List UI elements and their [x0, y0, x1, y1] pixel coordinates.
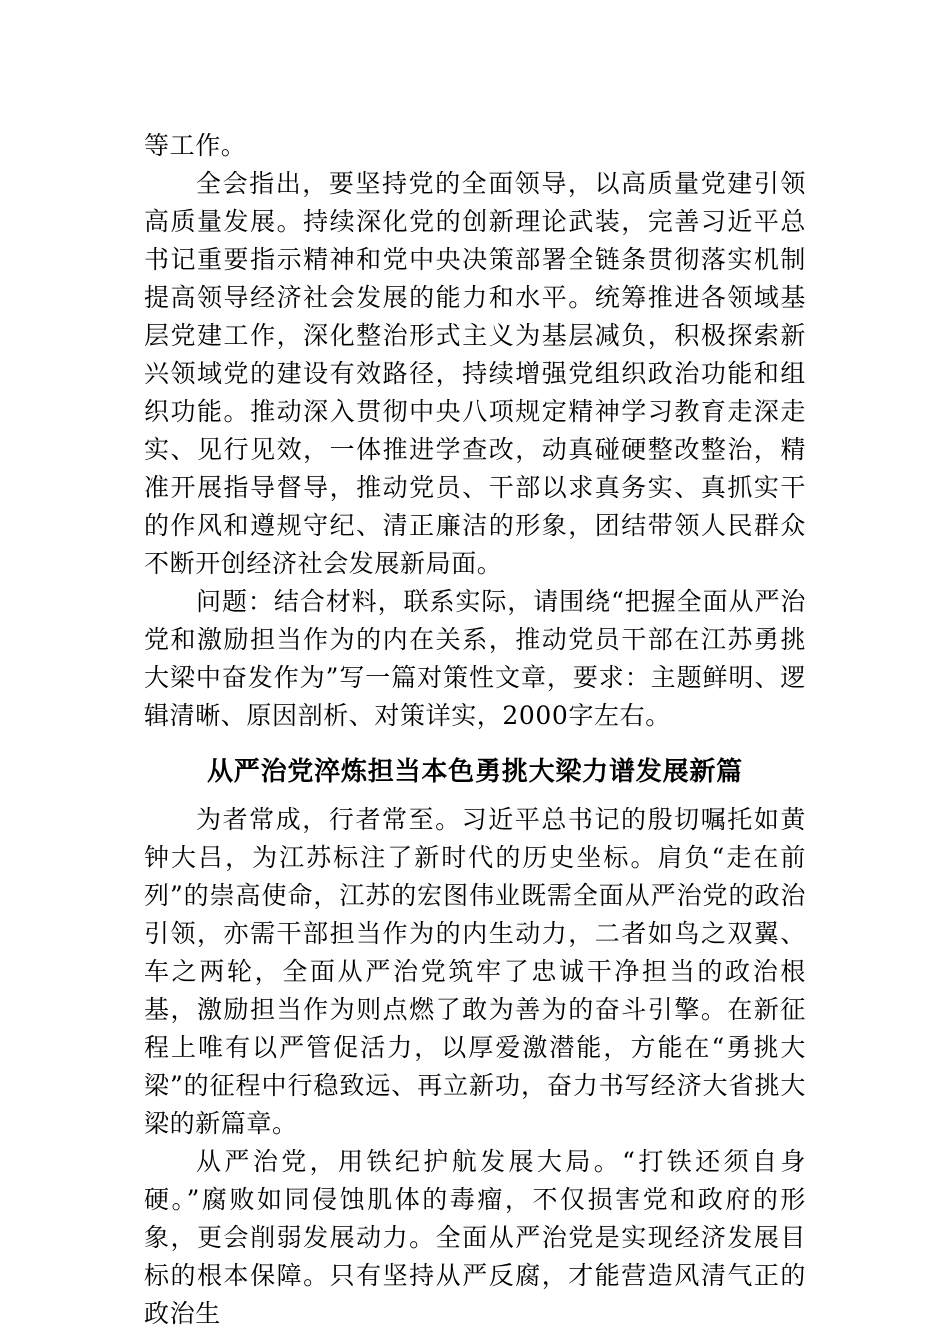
essay-paragraph-opening: 为者常成，行者常至。习近平总书记的殷切嘱托如黄钟大吕，为江苏标注了新时代的历史坐标。肩负“走在前列”的崇高使命，江苏的宏图伟业既需全面从严治党的政治引领，亦需干部担当作为的内生动力，二者如鸟之双翼、车之两轮，全面从严治党筑牢了忠诚干净担当的政治根基，激励担当作为则点燃了敢为善为的奋斗引擎。在新征程上唯有以严管促活力，以厚爱激潜能，方能在“勇挑大梁”的征程中行稳致远、再立新功，奋力书写经济大省挑大梁的新篇章。 [144, 805, 806, 1138]
intro-paragraph-continuation: 等工作。 [144, 131, 247, 160]
essay-title: 从严治党淬炼担当本色勇挑大梁力谱发展新篇 [206, 757, 743, 787]
intro-paragraph-plenum: 全会指出，要坚持党的全面领导，以高质量党建引领高质量发展。持续深化党的创新理论武装，完善习近平总书记重要指示精神和党中央决策部署全链条贯彻落实机制提高领导经济社会发展的能力和水平。统筹推进各领域基层党建工作，深化整治形式主义为基层减负，积极探索新兴领域党的建设有效路径，持续增强党组织政治功能和组织功能。推动深入贯彻中央八项规定精神学习教育走深走实、见行见效，一体推进学查改，动真碰硬整改整治，精准开展指导督导，推动党员、干部以求真务实、真抓实干的作风和遵规守纪、清正廉洁的形象，团结带领人民群众不断开创经济社会发展新局面。 [144, 169, 806, 578]
essay-paragraph-strict-governance: 从严治党，用铁纪护航发展大局。“打铁还须自身硬。”腐败如同侵蚀肌体的毒瘤，不仅损害党和政府的形象，更会削弱发展动力。全面从严治党是实现经济发展目标的根本保障。只有坚持从严反腐，才能营造风清气正的政治生 [144, 1147, 806, 1328]
question-paragraph: 问题：结合材料，联系实际，请围绕“把握全面从严治党和激励担当作为的内在关系，推动党员干部在江苏勇挑大梁中奋发作为”写一篇对策性文章，要求：主题鲜明、逻辑清晰、原因剖析、对策详实，2000字左右。 [144, 587, 806, 730]
document-page [144, 127, 806, 1333]
